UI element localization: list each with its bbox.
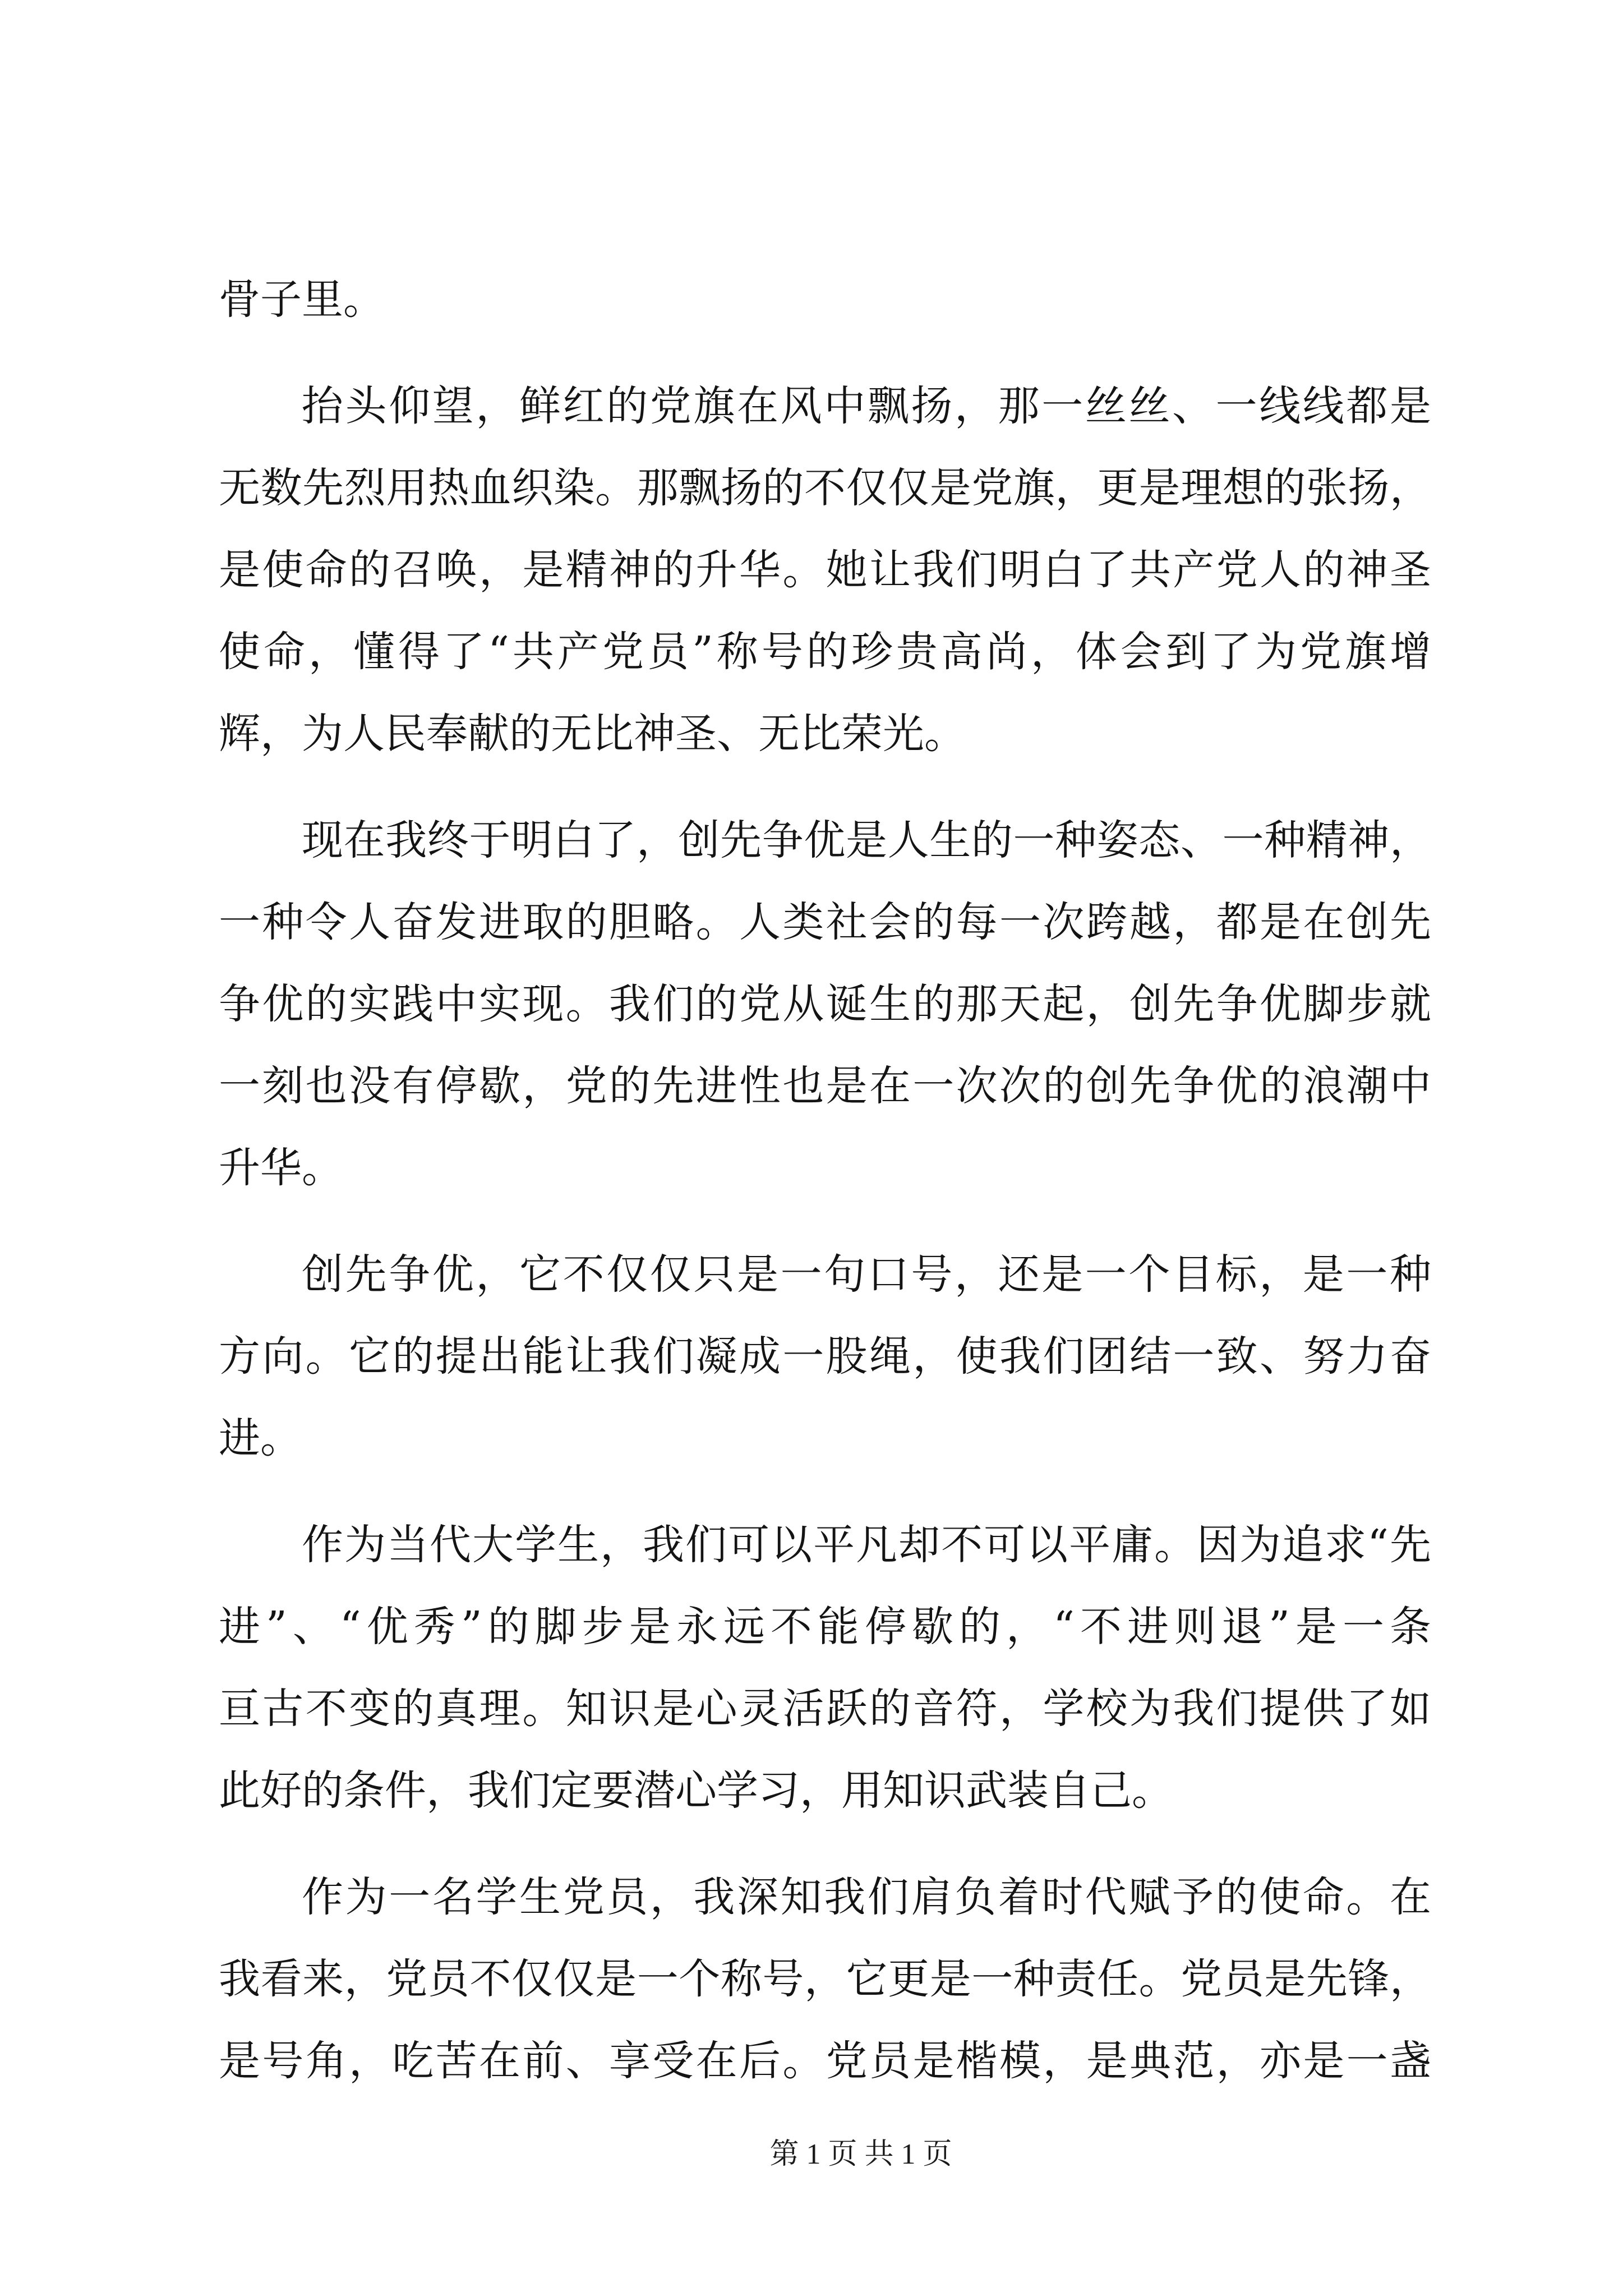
paragraph-line: 使命，懂得了“共产党员”称号的珍贵高尚，体会到了为党旗增 bbox=[219, 628, 1431, 676]
paragraph-line: 骨子里。 bbox=[219, 275, 385, 324]
paragraph-line: 现在我终于明白了，创先争优是人生的一种姿态、一种精神， bbox=[302, 816, 1431, 864]
paragraph-line: 升华。 bbox=[219, 1144, 343, 1192]
paragraph bbox=[219, 1504, 1431, 1832]
page-footer-page-number: 第 1 页 共 1 页 bbox=[769, 2138, 952, 2170]
document-body bbox=[219, 259, 1431, 2102]
paragraph bbox=[219, 1234, 1431, 1479]
paragraph-line: 辉，为人民奉献的无比神圣、无比荣光。 bbox=[219, 710, 966, 758]
paragraph bbox=[219, 259, 1431, 341]
paragraph-line: 抬头仰望，鲜红的党旗在风中飘扬，那一丝丝、一线线都是 bbox=[302, 382, 1431, 430]
paragraph-line: 争优的实践中实现。我们的党从诞生的那天起，创先争优脚步就 bbox=[219, 980, 1431, 1028]
paragraph bbox=[219, 1856, 1431, 2102]
paragraph-line: 是使命的召唤，是精神的升华。她让我们明白了共产党人的神圣 bbox=[219, 546, 1431, 594]
paragraph-line: 此好的条件，我们定要潜心学习，用知识武装自己。 bbox=[219, 1766, 1173, 1815]
paragraph bbox=[219, 365, 1431, 775]
paragraph-line: 进。 bbox=[219, 1414, 302, 1462]
paragraph-line: 进”、“优秀”的脚步是永远不能停歇的，“不进则退”是一条 bbox=[219, 1603, 1431, 1651]
paragraph-line: 无数先烈用热血织染。那飘扬的不仅仅是党旗，更是理想的张扬， bbox=[219, 464, 1431, 512]
paragraph-line: 创先争优，它不仅仅只是一句口号，还是一个目标，是一种 bbox=[302, 1250, 1431, 1299]
paragraph-line: 是号角，吃苦在前、享受在后。党员是楷模，是典范，亦是一盏 bbox=[219, 2037, 1431, 2085]
paragraph-line: 亘古不变的真理。知识是心灵活跃的音符，学校为我们提供了如 bbox=[219, 1685, 1431, 1733]
paragraph-line: 我看来，党员不仅仅是一个称号，它更是一种责任。党员是先锋， bbox=[219, 1955, 1431, 2003]
paragraph bbox=[219, 799, 1431, 1209]
paragraph-line: 方向。它的提出能让我们凝成一股绳，使我们团结一致、努力奋 bbox=[219, 1332, 1431, 1381]
paragraph-line: 作为一名学生党员，我深知我们肩负着时代赋予的使命。在 bbox=[302, 1873, 1431, 1921]
paragraph-line: 一刻也没有停歇，党的先进性也是在一次次的创先争优的浪潮中 bbox=[219, 1062, 1431, 1110]
paragraph-line: 一种令人奋发进取的胆略。人类社会的每一次跨越，都是在创先 bbox=[219, 898, 1431, 946]
paragraph-line: 作为当代大学生，我们可以平凡却不可以平庸。因为追求“先 bbox=[302, 1521, 1431, 1569]
